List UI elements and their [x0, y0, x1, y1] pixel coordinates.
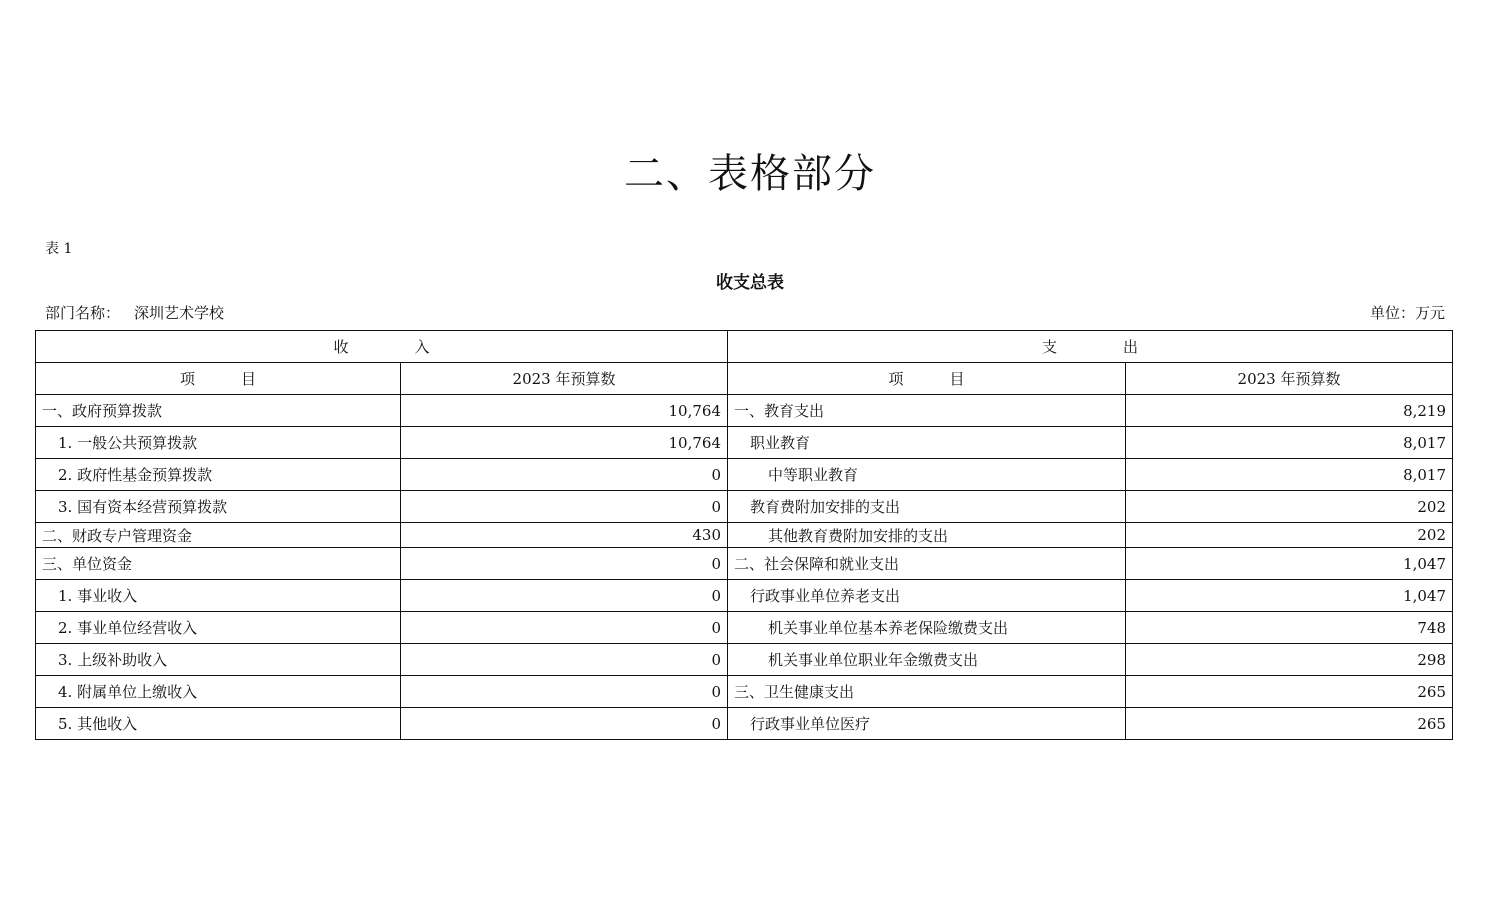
- table-row: [36, 676, 1453, 708]
- table-row: [36, 644, 1453, 676]
- section-title: 二、表格部分: [624, 151, 876, 197]
- exp-item: 三、卫生健康支出: [728, 676, 1126, 708]
- table-row: [36, 580, 1453, 612]
- income-value: 430: [401, 523, 728, 548]
- income-value: 0: [401, 676, 728, 708]
- exp-item: 机关事业单位职业年金缴费支出: [728, 644, 1126, 676]
- table-title: 收支总表: [716, 273, 784, 293]
- header-row-columns: [36, 363, 1453, 395]
- income-item: 2. 政府性基金预算拨款: [36, 459, 401, 491]
- exp-item: 行政事业单位养老支出: [728, 580, 1126, 612]
- income-item: 1. 一般公共预算拨款: [36, 427, 401, 459]
- exp-value: 8,017: [1126, 459, 1453, 491]
- exp-item: 机关事业单位基本养老保险缴费支出: [728, 612, 1126, 644]
- exp-item: 其他教育费附加安排的支出: [728, 523, 1126, 548]
- table-row: [36, 427, 1453, 459]
- exp-item: 二、社会保障和就业支出: [728, 548, 1126, 580]
- exp-value: 8,017: [1126, 427, 1453, 459]
- exp-item: 职业教育: [728, 427, 1126, 459]
- exp-item: 行政事业单位医疗: [728, 708, 1126, 740]
- header-row-group: [36, 331, 1453, 363]
- income-value: 0: [401, 491, 728, 523]
- department-value: 深圳艺术学校: [134, 304, 225, 322]
- income-item: 二、财政专户管理资金: [36, 523, 401, 548]
- income-value: 10,764: [401, 427, 728, 459]
- exp-item: 一、教育支出: [728, 395, 1126, 427]
- income-value: 10,764: [401, 395, 728, 427]
- income-budget-header: 2023 年预算数: [401, 363, 728, 395]
- table-row: [36, 612, 1453, 644]
- income-item: 三、单位资金: [36, 548, 401, 580]
- income-value: 0: [401, 459, 728, 491]
- income-value: 0: [401, 612, 728, 644]
- exp-value: 265: [1126, 708, 1453, 740]
- table-row: [36, 459, 1453, 491]
- table-row: [36, 523, 1453, 548]
- exp-value: 202: [1126, 523, 1453, 548]
- exp-value: 8,219: [1126, 395, 1453, 427]
- income-item: 一、政府预算拨款: [36, 395, 401, 427]
- income-value: 0: [401, 580, 728, 612]
- table-row: [36, 491, 1453, 523]
- table-row: [36, 395, 1453, 427]
- income-value: 0: [401, 548, 728, 580]
- exp-value: 298: [1126, 644, 1453, 676]
- income-item: 3. 国有资本经营预算拨款: [36, 491, 401, 523]
- income-value: 0: [401, 644, 728, 676]
- unit-label: 单位：万元: [1369, 304, 1445, 322]
- income-item: 4. 附属单位上缴收入: [36, 676, 401, 708]
- income-item-header: 项目: [36, 363, 401, 395]
- expenditure-header: 支出: [728, 331, 1453, 363]
- table-row: [36, 548, 1453, 580]
- income-item: 5. 其他收入: [36, 708, 401, 740]
- exp-budget-header: 2023 年预算数: [1126, 363, 1453, 395]
- exp-item: 教育费附加安排的支出: [728, 491, 1126, 523]
- exp-value: 1,047: [1126, 580, 1453, 612]
- income-item: 2. 事业单位经营收入: [36, 612, 401, 644]
- exp-item-header: 项目: [728, 363, 1126, 395]
- exp-item: 中等职业教育: [728, 459, 1126, 491]
- income-item: 3. 上级补助收入: [36, 644, 401, 676]
- table-row: [36, 708, 1453, 740]
- exp-value: 202: [1126, 491, 1453, 523]
- department-label: 部门名称：: [45, 304, 121, 322]
- budget-summary-table: [35, 330, 1453, 740]
- department-line: [45, 302, 224, 323]
- exp-value: 265: [1126, 676, 1453, 708]
- income-item: 1. 事业收入: [36, 580, 401, 612]
- exp-value: 748: [1126, 612, 1453, 644]
- income-value: 0: [401, 708, 728, 740]
- exp-value: 1,047: [1126, 548, 1453, 580]
- table-number: 表 1: [45, 241, 73, 257]
- income-header: 收入: [36, 331, 728, 363]
